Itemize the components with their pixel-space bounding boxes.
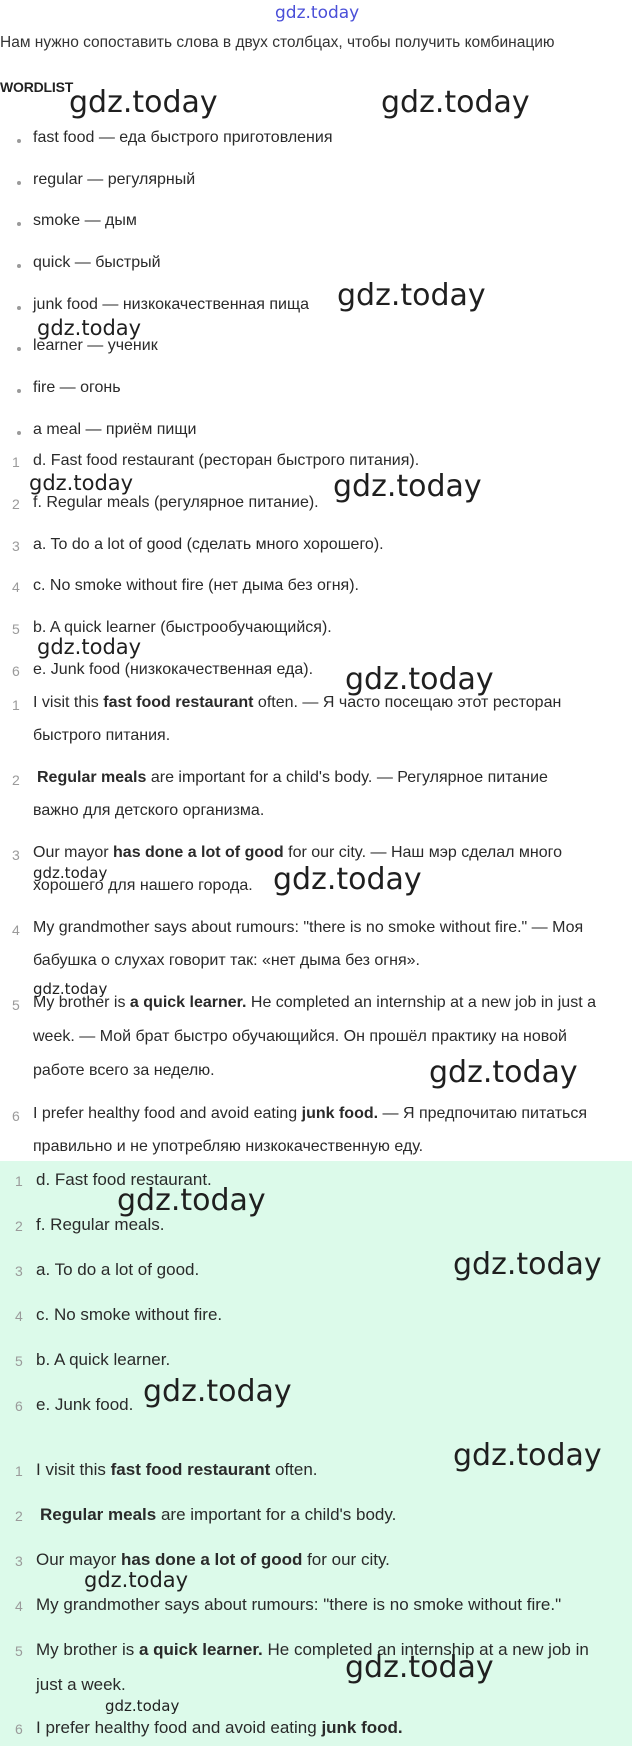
sentence-number: 5 (12, 997, 20, 1013)
sentence-line: just a week. (36, 1675, 126, 1694)
sentence-line: важно для детского организма. (33, 802, 265, 819)
sentence-line: Regular meals are important for a child's body. — Регулярное питание (37, 769, 548, 786)
watermark-text: gdz.today (143, 1374, 292, 1409)
answer-line: b. A quick learner (быстрообучающийся). (33, 619, 332, 636)
answer-line: c. No smoke without fire (нет дыма без огня). (33, 577, 359, 594)
bullet-dot (17, 306, 21, 310)
answer-number: 4 (12, 579, 20, 595)
wordlist-item: regular — регулярный (33, 171, 196, 188)
answer-number: 5 (15, 1353, 23, 1369)
answer-line: d. Fast food restaurant (ресторан быстрого питания). (33, 452, 420, 469)
watermark-text: gdz.today (429, 1055, 578, 1090)
wordlist-item: quick — быстрый (33, 254, 161, 271)
answer-line: e. Junk food (низкокачественная еда). (33, 661, 314, 678)
wordlist-item: learner — ученик (33, 337, 158, 354)
answer-line: a. To do a lot of good (сделать много хорошего). (33, 536, 384, 553)
sentence-number: 5 (15, 1643, 23, 1659)
sentence-line: Regular meals are important for a child's body. (40, 1505, 397, 1524)
answer-number: 2 (15, 1218, 23, 1234)
answer-line: c. No smoke without fire. (36, 1305, 223, 1324)
watermark-text: gdz.today (37, 635, 142, 659)
wordlist-item: junk food — низкокачественная пища (33, 296, 310, 313)
top-watermark: gdz.today (275, 3, 360, 23)
sentence-line: I visit this fast food restaurant often. (36, 1460, 318, 1479)
answer-number: 2 (12, 496, 20, 512)
sentence-line: I visit this fast food restaurant often. — Я часто посещаю этот ресторан (33, 694, 562, 711)
watermark-text: gdz.today (84, 1568, 189, 1592)
watermark-text: gdz.today (37, 316, 142, 340)
sentence-line: My brother is a quick learner. He completed an internship at a new job in just a (33, 994, 596, 1011)
bullet-dot (17, 389, 21, 393)
sentence-line: Our mayor has done a lot of good for our city. (36, 1550, 390, 1569)
sentence-number: 3 (15, 1553, 23, 1569)
bullet-dot (17, 347, 21, 351)
watermark-text: gdz.today (337, 278, 486, 313)
sentence-number: 2 (12, 772, 20, 788)
wordlist-item: fast food — еда быстрого приготовления (33, 129, 333, 146)
watermark-text: gdz.today (33, 864, 108, 882)
sentence-line: быстрого питания. (33, 727, 171, 744)
watermark-text: gdz.today (105, 1697, 180, 1715)
watermark-text: gdz.today (29, 471, 134, 495)
watermark-text: gdz.today (273, 862, 422, 897)
watermark-text: gdz.today (453, 1247, 602, 1282)
sentence-line: бабушка о слухах говорит так: «нет дыма без огня». (33, 952, 420, 969)
answer-number: 3 (12, 538, 20, 554)
watermark-text: gdz.today (117, 1183, 266, 1218)
sentence-number: 1 (12, 697, 20, 713)
watermark-text: gdz.today (333, 469, 482, 504)
sentence-line: Our mayor has done a lot of good for our city. — Наш мэр сделал много (33, 844, 563, 861)
sentence-line: My grandmother says about rumours: "there is no smoke without fire." (36, 1595, 562, 1614)
wordlist-item: smoke — дым (33, 212, 137, 229)
bullet-dot (17, 139, 21, 143)
sentence-line: работе всего за неделю. (33, 1062, 215, 1079)
sentence-line: My brother is a quick learner. He completed an internship at a new job in (36, 1640, 589, 1659)
watermark-text: gdz.today (69, 85, 218, 120)
answer-number: 1 (15, 1173, 23, 1189)
answer-number: 5 (12, 621, 20, 637)
answer-number: 6 (15, 1398, 23, 1414)
answer-line: b. A quick learner. (36, 1350, 171, 1369)
answer-line: d. Fast food restaurant. (36, 1170, 212, 1189)
sentence-number: 3 (12, 847, 20, 863)
answer-line: a. To do a lot of good. (36, 1260, 200, 1279)
answer-number: 6 (12, 663, 20, 679)
watermark-text: gdz.today (453, 1438, 602, 1473)
sentence-number: 2 (15, 1508, 23, 1524)
watermark-text: gdz.today (33, 980, 108, 998)
watermark-text: gdz.today (345, 1650, 494, 1685)
wordlist-heading: WORDLIST (0, 79, 74, 95)
sentence-line: I prefer healthy food and avoid eating junk food. (36, 1718, 403, 1737)
sentence-number: 4 (15, 1598, 23, 1614)
intro-text: Нам нужно сопоставить слова в двух столбцах, чтобы получить комбинацию (0, 34, 555, 51)
bullet-dot (17, 222, 21, 226)
bullet-dot (17, 181, 21, 185)
answer-line: f. Regular meals (регулярное питание). (33, 494, 319, 511)
answer-line: e. Junk food. (36, 1395, 134, 1414)
sentence-number: 1 (15, 1463, 23, 1479)
answer-number: 3 (15, 1263, 23, 1279)
answer-number: 4 (15, 1308, 23, 1324)
sentence-line: хорошего для нашего города. (33, 877, 253, 894)
watermark-text: gdz.today (345, 662, 494, 697)
answer-number: 1 (12, 454, 20, 470)
sentence-line: week. — Мой брат быстро обучающийся. Он прошёл практику на новой (33, 1028, 567, 1045)
sentence-number: 6 (15, 1721, 23, 1737)
sentence-line: I prefer healthy food and avoid eating junk food. — Я предпочитаю питаться (33, 1105, 588, 1122)
sentence-line: правильно и не употребляю низкокачественную еду. (33, 1138, 424, 1155)
wordlist-item: a meal — приём пищи (33, 421, 197, 438)
bullet-dot (17, 264, 21, 268)
watermark-text: gdz.today (381, 85, 530, 120)
answer-line: f. Regular meals. (36, 1215, 165, 1234)
sentence-line: My grandmother says about rumours: "there is no smoke without fire." — Моя (33, 919, 584, 936)
sentence-number: 4 (12, 922, 20, 938)
bullet-dot (17, 431, 21, 435)
wordlist-item: fire — огонь (33, 379, 121, 396)
sentence-number: 6 (12, 1108, 20, 1124)
